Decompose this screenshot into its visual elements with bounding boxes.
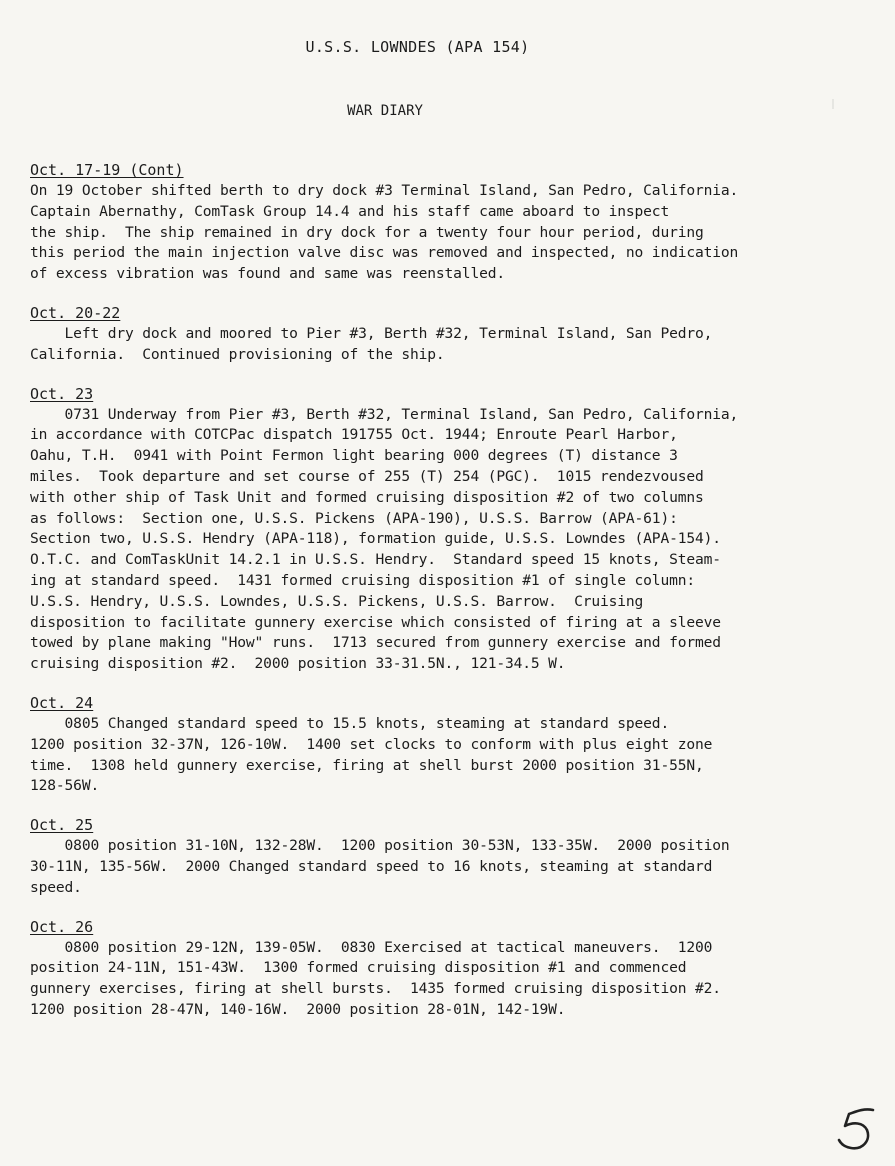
entry-text-line: towed by plane making "How" runs. 1713 secured from gunnery exercise and formed <box>30 634 721 652</box>
entry-text-line: position 24-11N, 151-43W. 1300 formed cruising disposition #1 and commenced <box>30 959 687 977</box>
entry-text-line: 0805 Changed standard speed to 15.5 knots, steaming at standard speed. <box>30 714 670 732</box>
diary-entries <box>30 160 850 1039</box>
handwritten-page-number <box>823 1098 883 1158</box>
entry-text-line: California. Continued provisioning of the ship. <box>30 345 445 363</box>
entry-text-line: O.T.C. and ComTaskUnit 14.2.1 in U.S.S. Hendry. Standard speed 15 knots, Steam- <box>30 551 721 569</box>
entry-text-line: speed. <box>30 878 82 896</box>
entry-text-line: of excess vibration was found and same was reenstalled. <box>30 265 505 283</box>
entry-text-line: Oahu, T.H. 0941 with Point Fermon light bearing 000 degrees (T) distance 3 <box>30 447 678 465</box>
entry-text-line: with other ship of Task Unit and formed cruising disposition #2 of two columns <box>30 488 704 506</box>
entry-text-line: cruising disposition #2. 2000 position 33-31.5N., 121-34.5 W. <box>30 655 566 673</box>
entry-date: Oct. 20-22 <box>30 303 121 322</box>
entry-text-line: U.S.S. Hendry, U.S.S. Lowndes, U.S.S. Pickens, U.S.S. Barrow. Cruising <box>30 592 644 610</box>
diary-entry <box>30 384 850 675</box>
entry-text-line: as follows: Section one, U.S.S. Pickens (APA-190), U.S.S. Barrow (APA-61): <box>30 509 678 527</box>
diary-entry <box>30 303 850 366</box>
entry-text-line: time. 1308 held gunnery exercise, firing at shell burst 2000 position 31-55N, <box>30 756 704 774</box>
entry-date: Oct. 23 <box>30 384 94 403</box>
entry-text-line: Captain Abernathy, ComTask Group 14.4 and his staff came aboard to inspect <box>30 202 670 220</box>
entry-date: Oct. 25 <box>30 816 94 835</box>
entry-text-line: 0731 Underway from Pier #3, Berth #32, Terminal Island, San Pedro, California, <box>30 405 739 423</box>
entry-text-line: 128-56W. <box>30 777 100 795</box>
entry-date: Oct. 17-19 (Cont) <box>30 161 184 179</box>
paper-speck <box>830 98 836 110</box>
entry-text-line: 1200 position 32-37N, 126-10W. 1400 set clocks to conform with plus eight zone <box>30 735 713 753</box>
entry-text-line: 30-11N, 135-56W. 2000 Changed standard speed to 16 knots, steaming at standard <box>30 857 713 875</box>
entry-date: Oct. 26 <box>30 917 94 936</box>
entry-text-line: disposition to facilitate gunnery exercise which consisted of firing at a sleeve <box>30 613 721 631</box>
entry-text-line: the ship. The ship remained in dry dock for a twenty four hour period, during <box>30 223 704 241</box>
entry-text-line: On 19 October shifted berth to dry dock #3 Terminal Island, San Pedro, California. <box>30 182 739 199</box>
diary-entry <box>30 160 850 285</box>
entry-text-line: in accordance with COTCPac dispatch 191755 Oct. 1944; Enroute Pearl Harbor, <box>30 426 678 444</box>
entry-text-line: this period the main injection valve disc was removed and inspected, no indication <box>30 244 739 262</box>
entry-text-line: 1200 position 28-47N, 140-16W. 2000 position 28-01N, 142-19W. <box>30 1000 566 1018</box>
entry-date: Oct. 24 <box>30 693 94 712</box>
entry-text-line: gunnery exercises, firing at shell bursts. 1435 formed cruising disposition #2. <box>30 980 721 998</box>
entry-text-line: 0800 position 29-12N, 139-05W. 0830 Exercised at tactical maneuvers. 1200 <box>30 938 713 956</box>
document-title: WAR DIARY <box>347 103 423 119</box>
diary-entry <box>30 815 850 898</box>
entry-text-line: 0800 position 31-10N, 132-28W. 1200 position 30-53N, 133-35W. 2000 position <box>30 837 730 855</box>
entry-text-line: miles. Took departure and set course of 255 (T) 254 (PGC). 1015 rendezvoused <box>30 467 704 485</box>
diary-entry <box>30 917 850 1021</box>
diary-entry <box>30 693 850 797</box>
ship-title: U.S.S. LOWNDES (APA 154) <box>305 38 530 56</box>
entry-text-line: ing at standard speed. 1431 formed cruising disposition #1 of single column: <box>30 571 695 589</box>
entry-text-line: Left dry dock and moored to Pier #3, Berth #32, Terminal Island, San Pedro, <box>30 324 713 342</box>
entry-text-line: Section two, U.S.S. Hendry (APA-118), formation guide, U.S.S. Lowndes (APA-154). <box>30 530 721 548</box>
